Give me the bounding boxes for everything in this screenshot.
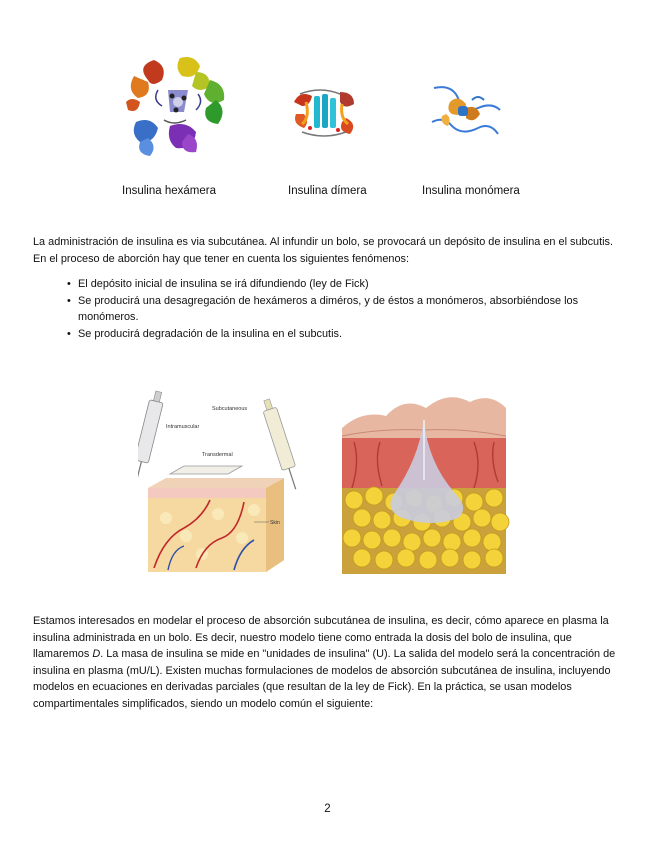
label-transdermal: Transdermal xyxy=(202,452,233,458)
label-subcutaneous: Subcutaneous xyxy=(212,406,248,412)
caption-insulin-hexamer: Insulina hexámera xyxy=(122,185,216,197)
injection-routes-diagram xyxy=(138,388,300,576)
list-item: • Se producirá una desagregación de hexámeros a diméros, y de éstos a monómeros, absorbiéndose los monómeros. xyxy=(67,294,579,324)
model-paragraph-text-1: Estamos interesados en modelar el proceso de absorción subcutánea de insulina, es decir, cómo aparece en plasma la insulina administrada en un bolo. Es decir, nuestro modelo tiene como entrada la dosis del bolo de insulina, que llamaremos xyxy=(33,615,609,661)
list-item: • El depósito inicial de insulina se irá difundiendo (ley de Fick) xyxy=(67,278,369,290)
insulin-hexamer-image xyxy=(118,50,240,166)
subcutaneous-depot-illustration xyxy=(334,380,514,582)
caption-insulin-dimer: Insulina dímera xyxy=(288,185,367,197)
model-paragraph-text-2: . La masa de insulina se mide en "unidades de insulina" (U). La salida del modelo será la concentración de insulina en plasma (mU/L). Existen muchas formulaciones de modelos de absorción subcutánea de insulina, incluyendo modelos en ecuaciones en derivadas parciales (que resultan de la ley de Fick). En la práctica, se usan modelos compartimentales simplificados, siendo un modelo común el siguiente: xyxy=(33,648,616,710)
model-paragraph xyxy=(33,613,625,713)
list-item-text: El depósito inicial de insulina se irá difundiendo (ley de Fick) xyxy=(78,278,369,290)
intro-paragraph: La administración de insulina es via subcutánea. Al infundir un bolo, se provocará un depósito de insulina en el subcutis. En el proceso de aborción hay que tener en cuenta los siguientes fenómenos: xyxy=(33,236,613,265)
phenomena-list xyxy=(33,276,625,342)
list-item: • Se producirá degradación de la insulina en el subcutis. xyxy=(67,327,342,340)
list-item-text: Se producirá una desagregación de hexámeros a diméros, y de éstos a monómeros, absorbiéndose los monómeros. xyxy=(78,294,579,324)
insulin-dimer-image xyxy=(290,84,362,142)
page-number: 2 xyxy=(324,803,331,815)
insulin-monomer-image xyxy=(428,78,504,142)
dose-symbol: D xyxy=(92,648,101,661)
label-skin: Skin xyxy=(270,520,280,526)
list-item-text: Se producirá degradación de la insulina en el subcutis. xyxy=(78,327,342,340)
caption-insulin-monomer: Insulina monómera xyxy=(422,185,520,197)
label-intramuscular: Intramuscular xyxy=(166,424,200,430)
